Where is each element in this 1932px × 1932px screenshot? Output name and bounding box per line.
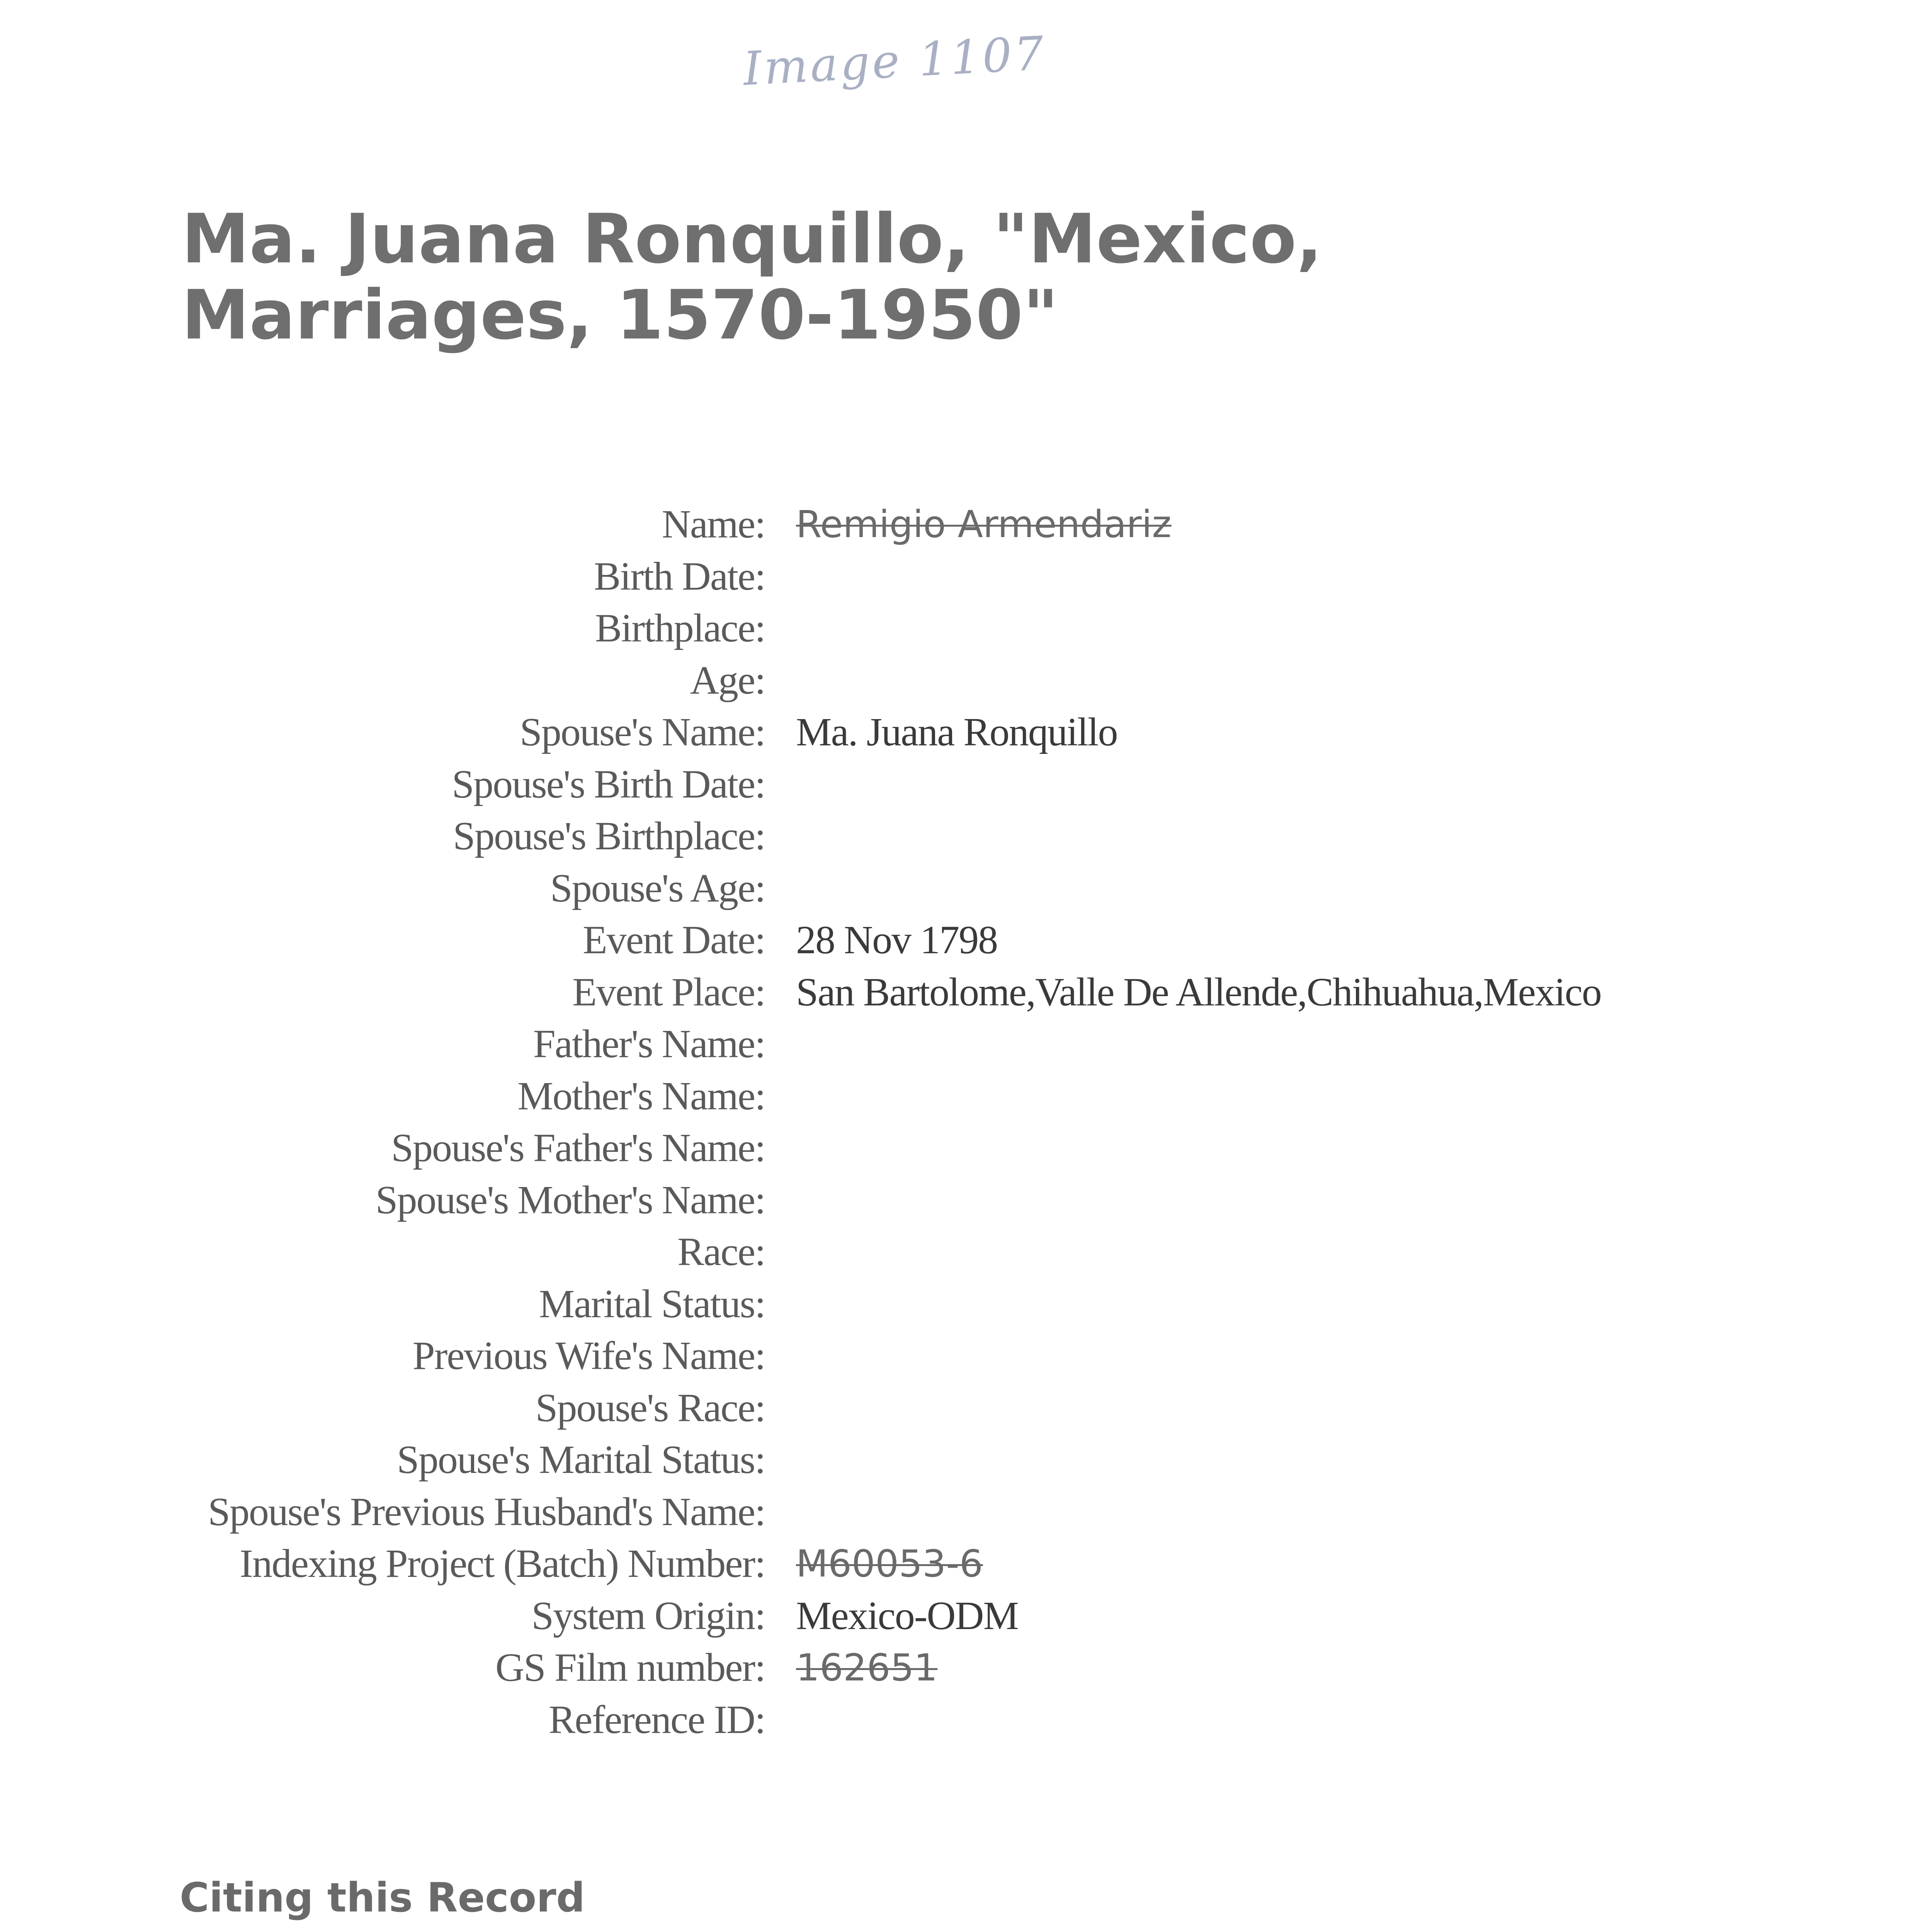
field-label: Spouse's Father's Name: xyxy=(391,1126,765,1170)
field-row xyxy=(0,966,1932,1019)
field-row xyxy=(0,498,1932,551)
handwritten-image-note: Image 1107 xyxy=(742,26,1048,96)
field-label: Birth Date: xyxy=(594,554,765,599)
field-row xyxy=(0,655,1932,707)
field-label: Spouse's Mother's Name: xyxy=(375,1177,765,1222)
field-label: Previous Wife's Name: xyxy=(412,1333,765,1378)
field-label: Spouse's Birthplace: xyxy=(453,814,765,858)
field-row xyxy=(0,1330,1932,1382)
field-label: Spouse's Birth Date: xyxy=(452,762,765,806)
field-value-link[interactable]: Remigio Armendariz xyxy=(796,503,1172,546)
field-label: GS Film number: xyxy=(495,1645,765,1690)
field-value-link[interactable]: 162651 xyxy=(796,1646,938,1689)
field-row xyxy=(0,810,1932,862)
field-row xyxy=(0,602,1932,655)
field-label: Event Date: xyxy=(583,918,765,962)
field-row xyxy=(0,1278,1932,1330)
field-label: Spouse's Race: xyxy=(535,1385,765,1430)
citing-heading: Citing this Record xyxy=(180,1874,585,1921)
field-row xyxy=(0,1226,1932,1278)
page-title: Ma. Juana Ronquillo, "Mexico, Marriages, 1570-1950" xyxy=(182,199,1323,355)
field-row xyxy=(0,1590,1932,1642)
field-label: Race: xyxy=(677,1230,765,1274)
field-row xyxy=(0,1694,1932,1746)
field-label: System Origin: xyxy=(531,1593,765,1638)
field-value: Ma. Juana Ronquillo xyxy=(796,710,1117,754)
field-label: Spouse's Marital Status: xyxy=(397,1437,765,1482)
field-row xyxy=(0,706,1932,759)
record-details xyxy=(0,498,1932,1746)
field-label: Indexing Project (Batch) Number: xyxy=(240,1541,765,1586)
field-row xyxy=(0,1434,1932,1486)
field-label: Father's Name: xyxy=(533,1022,765,1066)
field-label: Spouse's Previous Husband's Name: xyxy=(208,1489,765,1534)
field-row xyxy=(0,1122,1932,1174)
field-label: Age: xyxy=(690,658,765,702)
field-value: Mexico-ODM xyxy=(796,1593,1019,1638)
field-label: Name: xyxy=(662,502,765,546)
field-value: San Bartolome,Valle De Allende,Chihuahua,Mexico xyxy=(796,969,1601,1014)
field-label: Reference ID: xyxy=(548,1697,765,1742)
field-row xyxy=(0,1070,1932,1122)
field-row xyxy=(0,1382,1932,1434)
field-value-link[interactable]: M60053-6 xyxy=(796,1542,983,1585)
field-row xyxy=(0,1642,1932,1694)
field-row xyxy=(0,1174,1932,1226)
field-row xyxy=(0,551,1932,603)
field-row xyxy=(0,914,1932,966)
field-row xyxy=(0,1486,1932,1538)
field-label: Mother's Name: xyxy=(517,1073,765,1118)
field-row xyxy=(0,759,1932,811)
field-label: Marital Status: xyxy=(539,1281,765,1326)
field-row xyxy=(0,1538,1932,1590)
field-row xyxy=(0,1018,1932,1070)
field-label: Spouse's Age: xyxy=(550,866,765,910)
field-label: Event Place: xyxy=(572,969,765,1014)
field-label: Spouse's Name: xyxy=(520,710,765,754)
field-label: Birthplace: xyxy=(595,606,765,650)
field-row xyxy=(0,862,1932,915)
field-value: 28 Nov 1798 xyxy=(796,918,998,962)
